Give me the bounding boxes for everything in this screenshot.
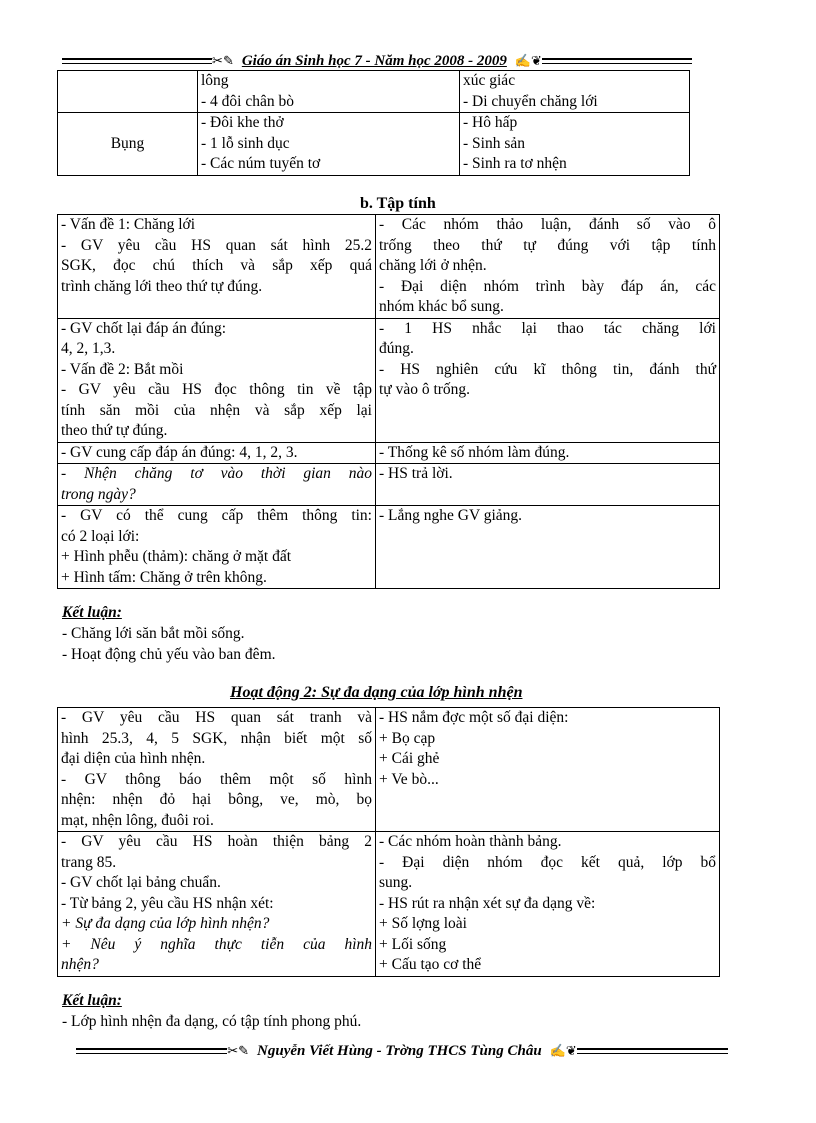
conclusion-block [62,602,276,665]
student-activity-cell [376,506,720,589]
cell-line: trình chăng lới theo thứ tự đúng. [61,277,263,295]
cell-line: - GV cung cấp đáp án đúng: 4, 1, 2, 3. [61,443,298,461]
student-activity-cell [376,215,720,319]
page-header [62,52,692,70]
footer-author: Nguyễn Viết Hùng - Trờng THCS Tùng Châu [257,1042,542,1059]
cell-line: trống theo thứ tự đúng với tập tính [379,236,716,254]
cell-line: - HS rút ra nhận xét sự đa dạng về: [379,894,596,912]
cell-line: + Số lợng loài [379,915,467,932]
cell-line: - 1 lỗ sinh dục [201,134,290,152]
body-parts-table [57,70,690,176]
ornament-icon: ✍❦ [549,1043,577,1058]
diversity-activity-table [57,707,720,977]
cell-line: - Đôi khe thở [201,114,284,131]
section-heading-behavior: b. Tập tính [360,195,436,212]
cell-line: - GV yêu cầu HS quan sát tranh và [61,709,372,726]
teacher-activity-cell [58,215,376,319]
cell-line: + Nêu ý nghĩa thực tiễn của hình [61,935,372,953]
ornament-icon: ✂✎ [227,1043,250,1058]
table-row [58,832,720,977]
teacher-activity-cell [58,708,376,832]
header-title: Giáo án Sinh học 7 - Năm học 2008 - 2009 [241,52,507,69]
student-activity-cell [376,318,720,442]
cell-line: tự vào ô trống. [379,381,471,398]
teacher-activity-cell [58,464,376,506]
cell-line: xúc giác [463,72,516,89]
cell-line: - Các núm tuyến tơ [201,155,321,172]
cell-line: - GV chốt lại đáp án đúng: [61,319,227,337]
cell-line: + Hình tấm: Chăng ở trên không. [61,568,267,586]
cell-line: trang 85. [61,853,117,871]
table-row [58,113,690,176]
cell-line: trong ngày? [61,485,136,503]
cell-line: + Cái ghẻ [379,750,440,767]
function-cell [460,71,690,113]
cell-line: - GV yêu cầu HS hoàn thiện bảng 2 [61,833,372,850]
cell-line: + Lối sống [379,935,447,953]
teacher-activity-cell [58,442,376,464]
header-rule-right [542,58,692,64]
cell-line: - HS nắm đợc một số đại diện: [379,709,569,726]
cell-line: - Nhện chăng tơ vào thời gian nào [61,465,372,482]
cell-line: - Đại diện nhóm đọc kết quả, lớp bổ [379,853,716,871]
function-cell [460,113,690,176]
table-row [58,318,720,442]
cell-line: - 4 đôi chân bò [201,92,294,110]
student-activity-cell [376,708,720,832]
cell-line: tính săn mồi của nhện và sắp xếp lại [61,401,372,419]
cell-line: - Vấn đề 2: Bắt mồi [61,360,184,378]
cell-line: - Các nhóm hoàn thành bảng. [379,833,562,850]
cell-line: - HS trả lời. [379,465,453,482]
table-row [58,708,720,832]
student-activity-cell [376,442,720,464]
cell-line: nhện: nhện đỏ hại bông, ve, mò, bọ [61,791,372,808]
ornament-icon: ✂✎ [212,53,234,68]
teacher-activity-cell [58,832,376,977]
cell-line: mạt, nhện lông, đuôi roi. [61,811,214,829]
cell-line: - Các nhóm thảo luận, đánh số vào ô [379,216,716,233]
cell-line: - Sinh sản [463,134,525,152]
behavior-activity-table [57,214,720,589]
ornament-icon: ✍❦ [514,53,542,68]
cell-line: - GV chốt lại bảng chuẩn. [61,874,221,891]
part-cell [58,71,198,113]
cell-line: 4, 2, 1,3. [61,340,116,357]
structure-cell [198,113,460,176]
cell-line: có 2 loại lới: [61,527,140,545]
cell-line: - Hô hấp [463,114,518,131]
cell-line: - Lắng nghe GV giảng. [379,507,523,524]
cell-line: theo thứ tự đúng. [61,422,168,439]
cell-line: nhóm khác bổ sung. [379,298,504,315]
cell-line: nhện? [61,956,99,973]
cell-line: - Từ bảng 2, yêu cầu HS nhận xét: [61,894,274,912]
conclusion-line: - Chăng lới săn bắt mồi sống. [62,625,245,642]
table-row [58,442,720,464]
cell-line: + Cấu tạo cơ thể [379,956,482,973]
table-row [58,506,720,589]
cell-line: - GV có thể cung cấp thêm thông tin: [61,507,372,524]
conclusion-label: Kết luận: [62,992,122,1009]
conclusion-block [62,990,361,1032]
cell-line: - GV thông báo thêm một số hình [61,770,372,788]
cell-line: sung. [379,874,413,891]
cell-line: + Ve bò... [379,770,439,788]
cell-line: đại diện của hình nhện. [61,750,206,767]
header-rule-left [62,58,212,64]
conclusion-line: - Lớp hình nhện đa dạng, có tập tính phong phú. [62,1013,362,1030]
student-activity-cell [376,832,720,977]
conclusion-label: Kết luận: [62,604,122,621]
page-footer [76,1040,728,1062]
cell-line: - GV yêu cầu HS đọc thông tin về tập [61,381,372,398]
cell-line: hình 25.3, 4, 5 SGK, nhận biết một số [61,729,372,747]
table-row [58,464,720,506]
cell-line: - Sinh ra tơ nhện [463,155,567,172]
footer-rule-right [577,1048,728,1054]
cell-line: SGK, đọc chú thích và sắp xếp quá [61,257,372,274]
cell-line: - Đại diện nhóm trình bày đáp án, các [379,277,716,295]
conclusion-line: - Hoạt động chủ yếu vào ban đêm. [62,646,276,663]
cell-line: đúng. [379,340,414,357]
structure-cell [198,71,460,113]
activity-2-heading: Hoạt động 2: Sự đa dạng của lớp hình nhện [230,684,523,701]
cell-line: + Hình phễu (thảm): chăng ở mặt đất [61,548,292,565]
teacher-activity-cell [58,506,376,589]
part-cell: Bụng [58,113,198,176]
cell-line: - GV yêu cầu HS quan sát hình 25.2 [61,236,372,254]
student-activity-cell [376,464,720,506]
cell-line: + Bọ cạp [379,729,436,747]
cell-line: chăng lới ở nhện. [379,257,487,274]
footer-rule-left [76,1048,227,1054]
cell-line: lông [201,72,229,89]
cell-line: - Vấn đề 1: Chăng lới [61,216,196,233]
cell-line: - 1 HS nhắc lại thao tác chăng lới [379,319,716,337]
cell-line: - HS nghiên cứu kĩ thông tin, đánh thứ [379,360,716,378]
cell-line: - Di chuyển chăng lới [463,92,598,110]
table-row [58,71,690,113]
cell-line: + Sự đa dạng của lớp hình nhện? [61,915,270,932]
table-row [58,215,720,319]
teacher-activity-cell [58,318,376,442]
cell-line: - Thống kê số nhóm làm đúng. [379,443,570,461]
